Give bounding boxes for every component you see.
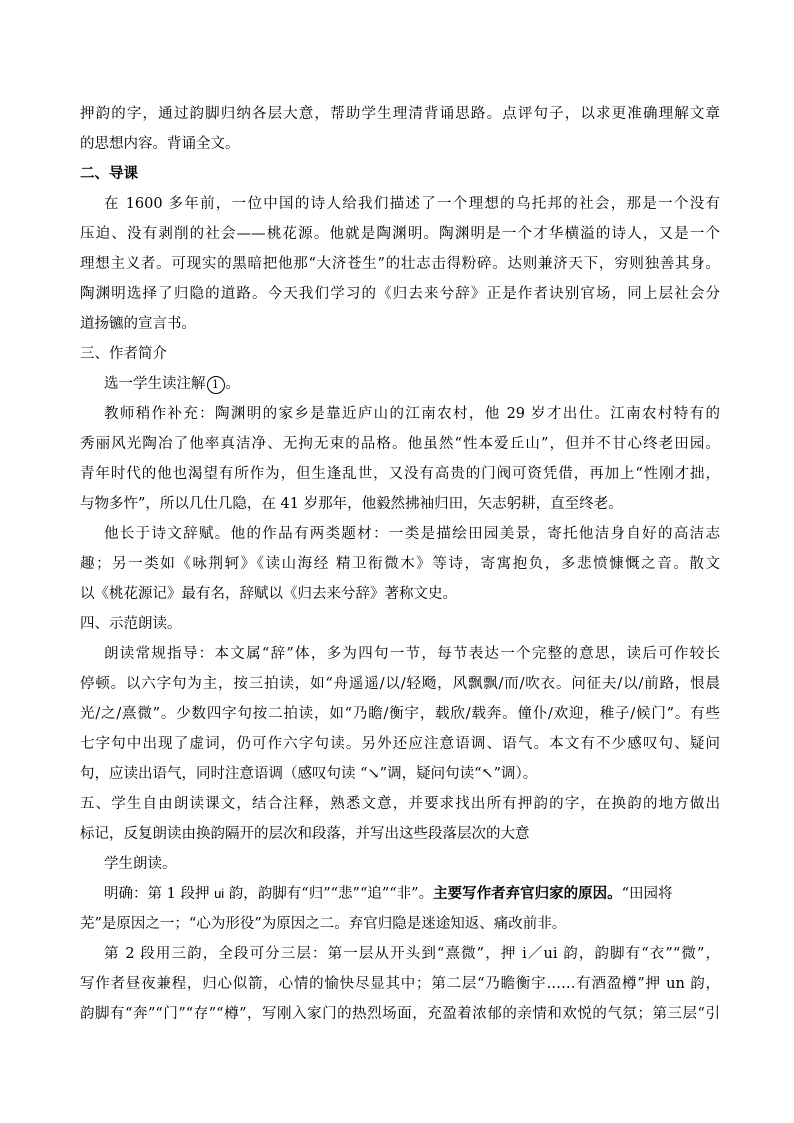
paragraph-line: 在 1600 多年前，一位中国的诗人给我们描述了一个理想的乌托邦的社会，那是一个没有 <box>104 196 720 212</box>
paragraph-line: 停顿。以六字句为主，按三拍读，如“舟遥遥/以/轻飏，风飘飘/而/吹衣。问征夫/以/前路，恨晨 <box>80 676 720 692</box>
circled-number: 1 <box>207 376 225 394</box>
section-heading: 五、学生自由朗读课文，结合注释，熟悉文意，并要求找出所有押韵的字，在换韵的地方做出 <box>80 796 720 812</box>
paragraph-line <box>104 374 720 394</box>
paragraph-line: 秀丽风光陶冶了他率真洁净、无拘无束的品格。他虽然“性本爱丘山”，但并不甘心终老田园。 <box>80 436 720 452</box>
paragraph-line: 七字句中出现了虚词，仍可作六字句读。另外还应注意语调、语气。本文有不少感叹句、疑问 <box>80 736 720 752</box>
paragraph-line: 学生朗读。 <box>104 856 177 872</box>
paragraph-line: 的思想内容。背诵全文。 <box>80 136 240 152</box>
paragraph-line: 押韵的字，通过韵脚归纳各层大意，帮助学生理清背诵思路。点评句子，以求更准确理解文章 <box>80 106 720 122</box>
paragraph-line: 道扬镳的宣言书。 <box>80 316 196 332</box>
paragraph-line: 朗读常规指导：本文属“辞”体，多为四句一节，每节表达一个完整的意思，读后可作较长 <box>104 646 720 662</box>
text-span: “田园将 <box>621 886 673 902</box>
paragraph-line: 芜”是原因之一；“心为形役”为原因之二。弃官归隐是迷途知返、痛改前非。 <box>80 916 567 932</box>
section-heading: 三、作者简介 <box>80 346 167 362</box>
paragraph-line: 光/之/熹微”。少数四字句按二拍读，如“乃瞻/衡宇，载欣/载奔。僮仆/欢迎，稚子/候门”。有些 <box>80 706 720 722</box>
paragraph-line <box>104 884 720 904</box>
section-heading: 二、导课 <box>80 165 138 182</box>
section-heading: 四、示范朗读。 <box>80 616 182 632</box>
paragraph-line: 以《桃花源记》最有名，辞赋以《归去来兮辞》著称文史。 <box>80 586 457 602</box>
paragraph-line: 句，应读出语气，同时注意语调（感叹句读 “↘”调，疑问句读“↖”调）。 <box>80 766 538 782</box>
paragraph-line: 压迫、没有剥削的社会——桃花源。他就是陶渊明。陶渊明是一个才华横溢的诗人，又是一个 <box>80 226 720 242</box>
paragraph-line: 陶渊明选择了归隐的道路。今天我们学习的《归去来兮辞》正是作者诀别官场，同上层社会分 <box>80 286 720 302</box>
paragraph-line: 韵脚有“奔”“门”“存”“樽”，写刚入家门的热烈场面，充盈着浓郁的亲情和欢悦的气氛；第三层“引 <box>80 1006 720 1022</box>
paragraph-line: 写作者昼夜兼程，归心似箭，心情的愉快尽显其中；第二层“乃瞻衡宇……有酒盈樽”押 un 韵， <box>80 976 720 992</box>
bold-text: 主要写作者弃官归家的原因。 <box>433 885 622 902</box>
paragraph-line: 第 2 段用三韵，全段可分三层：第一层从开头到“熹微”，押 i／ui 韵，韵脚有“衣”“微”， <box>104 946 720 962</box>
paragraph-line: 趣；另一类如《咏荆轲》《读山海经 精卫衔微木》等诗，寄寓抱负，多悲愤慷慨之音。散文 <box>80 556 720 572</box>
text-span: 明确：第 1 段押 <box>104 886 215 902</box>
text-span: 韵，韵脚有“归”“悲”“追”“非”。 <box>224 886 434 902</box>
paragraph-line: 标记，反复朗读由换韵隔开的层次和段落，并写出这些段落层次的大意 <box>80 826 530 842</box>
paragraph-line: 青年时代的他也渴望有所作为，但生逢乱世，又没有高贵的门阀可资凭借，再加上“性刚才拙， <box>80 466 720 482</box>
paragraph-line: 与物多忤”，所以几仕几隐，在 41 岁那年，他毅然拂袖归田，矢志躬耕，直至终老。 <box>80 496 623 512</box>
text-span: 选一学生读注解 <box>104 376 206 392</box>
paragraph-line: 理想主义者。可现实的黑暗把他那“大济苍生”的壮志击得粉碎。达则兼济天下，穷则独善其身。 <box>80 256 720 272</box>
rhyme-label: ui <box>214 886 225 901</box>
paragraph-line: 他长于诗文辞赋。他的作品有两类题材：一类是描绘田园美景，寄托他洁身自好的高洁志 <box>104 526 720 542</box>
paragraph-line: 教师稍作补充：陶渊明的家乡是靠近庐山的江南农村，他 29 岁才出仕。江南农村特有的 <box>104 406 720 422</box>
text-span: 。 <box>225 376 240 392</box>
